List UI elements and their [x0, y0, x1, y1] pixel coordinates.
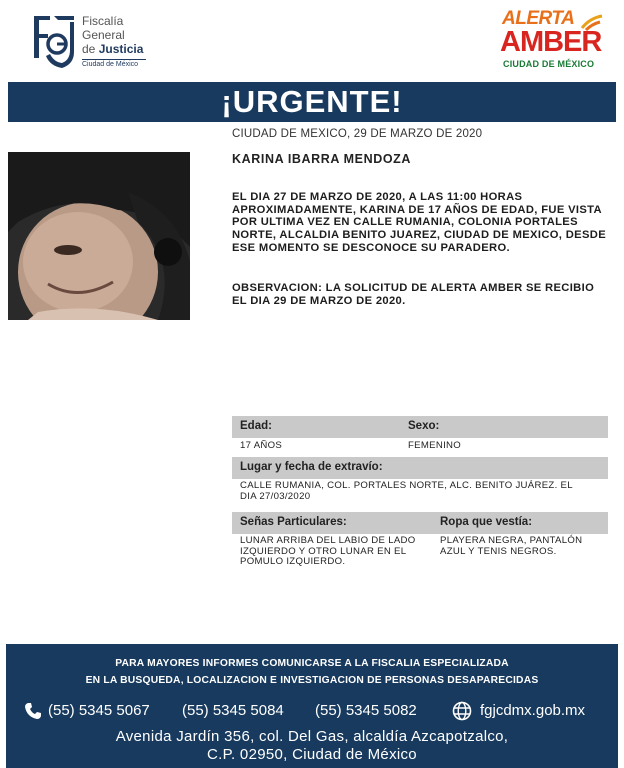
- sex-value: FEMENINO: [408, 440, 462, 451]
- marks-label: Señas Particulares:: [240, 516, 347, 528]
- place-header: [232, 457, 608, 479]
- fgj-line3-prefix: de: [82, 42, 96, 56]
- amber-logo-line3: CIUDAD DE MÉXICO: [503, 59, 595, 69]
- globe-icon: [452, 701, 472, 721]
- address-line1: Avenida Jardín 356, col. Del Gas, alcaldía Azcapotzalco,: [115, 728, 509, 745]
- age-sex-header: [232, 416, 608, 438]
- person-photo: [8, 152, 190, 320]
- person-name: KARINA IBARRA MENDOZA: [232, 152, 412, 166]
- clothes-label: Ropa que vestía:: [440, 516, 533, 528]
- phone-icon: [24, 702, 42, 720]
- phone-number-1[interactable]: (55) 5345 5067: [48, 702, 150, 719]
- contact-footer: [6, 644, 618, 768]
- marks-clothes-header: [232, 512, 608, 534]
- amber-logo-line1: ALERTA: [502, 8, 575, 29]
- place-label: Lugar y fecha de extravío:: [240, 461, 383, 473]
- footer-info-line2: EN LA BUSQUEDA, LOCALIZACION E INVESTIGACION DE PERSONAS DESAPARECIDAS: [85, 675, 539, 686]
- amber-signal-icon: [578, 10, 608, 32]
- fgj-line3: [82, 42, 143, 56]
- amber-logo-line2: AMBER: [500, 26, 602, 58]
- fgj-line2: General: [82, 28, 125, 42]
- phone-number-3[interactable]: (55) 5345 5082: [315, 702, 417, 719]
- age-value: 17 AÑOS: [240, 440, 283, 451]
- website-link[interactable]: fgjcdmx.gob.mx: [480, 702, 586, 719]
- phone-row: [6, 700, 618, 722]
- fgj-emblem-icon: [30, 12, 78, 72]
- sex-label: Sexo:: [408, 420, 440, 432]
- marks-value: LUNAR ARRIBA DEL LABIO DE LADO IZQUIERDO Y OTRO LUNAR EN EL POMULO IZQUIERDO.: [240, 535, 416, 567]
- urgent-banner: ¡URGENTE!: [8, 82, 616, 122]
- observation-text: OBSERVACION: LA SOLICITUD DE ALERTA AMBER SE RECIBIO EL DIA 29 DE MARZO DE 2020.: [232, 282, 595, 307]
- dateline: CIUDAD DE MEXICO, 29 DE MARZO DE 2020: [232, 128, 483, 140]
- fgj-line1: Fiscalía: [82, 14, 124, 28]
- address-line2: C.P. 02950, Ciudad de México: [207, 746, 417, 763]
- fgj-subtitle: Ciudad de México: [82, 59, 146, 68]
- age-label: Edad:: [240, 420, 272, 432]
- fgj-logo: [30, 12, 78, 72]
- phone-number-2[interactable]: (55) 5345 5084: [182, 702, 284, 719]
- fgj-wordmark: [82, 14, 143, 56]
- clothes-value: PLAYERA NEGRA, PANTALÓN AZUL Y TENIS NEGROS.: [440, 535, 583, 557]
- fgj-line3-bold: Justicia: [98, 42, 144, 56]
- footer-info-line1: PARA MAYORES INFORMES COMUNICARSE A LA FISCALIA ESPECIALIZADA: [115, 658, 509, 669]
- place-value: CALLE RUMANIA, COL. PORTALES NORTE, ALC. BENITO JUÁREZ. EL DIA 27/03/2020: [240, 480, 573, 502]
- incident-description: EL DIA 27 DE MARZO DE 2020, A LAS 11:00 HORAS APROXIMADAMENTE, KARINA DE 17 AÑOS DE EDAD, FUE VISTA POR ULTIMA VEZ EN CALLE RUMANIA, COLONIA PORTALES NORTE, ALCALDIA BENITO JUAREZ, CIUDAD DE MEXICO, DESDE ESE MOMENTO SE DESCONOCE SU PARADERO.: [232, 191, 607, 254]
